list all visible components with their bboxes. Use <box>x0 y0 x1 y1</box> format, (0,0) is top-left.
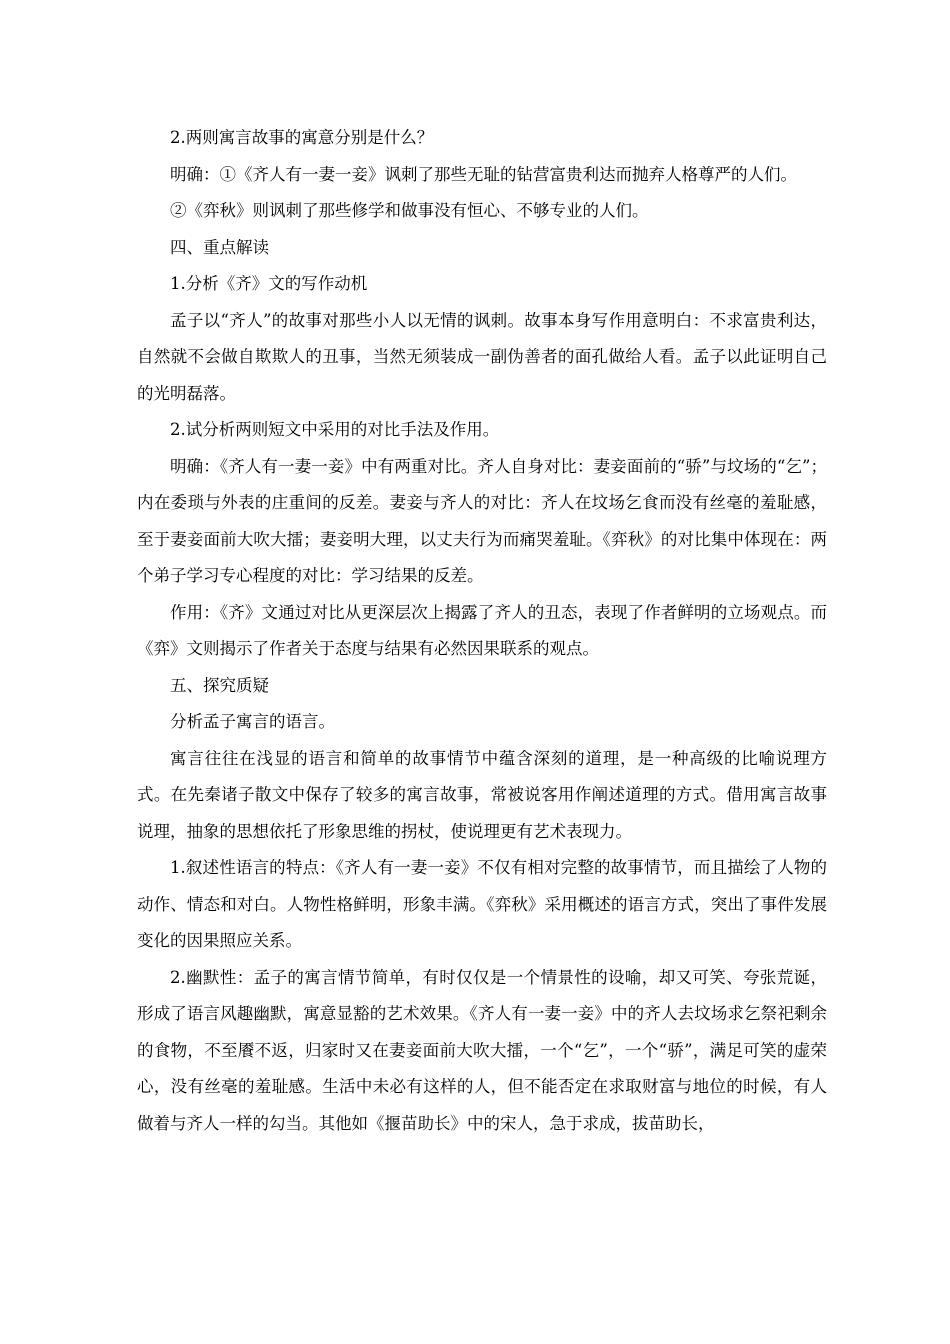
section-4-item-1-body: 孟子以“齐人”的故事对那些小人以无情的讽刺。故事本身写作用意明白：不求富贵利达，自然就不会做自欺欺人的丑事，当然无须装成一副伪善者的面孔做给人看。孟子以此证明自己的光明磊落。 <box>137 310 827 403</box>
document-body <box>137 120 827 1142</box>
section-4-item-2-effect: 作用：《齐》文通过对比从更深层次上揭露了齐人的丑态，表现了作者鲜明的立场观点。而《弈》文则揭示了作者关于态度与结果有必然因果联系的观点。 <box>137 602 827 658</box>
section-4-item-1-title: 1.分析《齐》文的写作动机 <box>170 274 368 293</box>
section-5-point-2: 2.幽默性：孟子的寓言情节简单，有时仅仅是一个情景性的设喻，却又可笑、夸张荒诞，形成了语言风趣幽默，寓意显豁的艺术效果。《齐人有一妻一妾》中的齐人去坟场求乞祭祀剩余的食物，不至餍不返，归家时又在妻妾面前大吹大擂，一个“乞”，一个“骄”，满足可笑的虚荣心，没有丝毫的羞耻感。生活中未必有这样的人，但不能否定在求取财富与地位的时候，有人做着与齐人一样的勾当。其他如《揠苗助长》中的宋人，急于求成，拔苗助长， <box>137 967 827 1133</box>
section-4-title: 四、重点解读 <box>170 237 269 257</box>
section-5-subtitle: 分析孟子寓言的语言。 <box>170 712 335 731</box>
section-4-item-2-title: 2.试分析两则短文中采用的对比手法及作用。 <box>170 420 500 439</box>
section-5-point-1: 1.叙述性语言的特点：《齐人有一妻一妾》不仅有相对完整的故事情节，而且描绘了人物的动作、情态和对白。人物性格鲜明，形象丰满。《弈秋》采用概述的语言方式，突出了事件发展变化的因果照应关系。 <box>137 858 827 950</box>
section-4-item-2-answer: 明确：《齐人有一妻一妾》中有两重对比。齐人自身对比：妻妾面前的“骄”与坟场的“乞”；内在委琐与外表的庄重间的反差。妻妾与齐人的对比：齐人在坟场乞食而没有丝毫的羞耻感，至于妻妾面前大吹大擂；妻妾明大理，以丈夫行为而痛哭羞耻。《弈秋》的对比集中体现在：两个弟子学习专心程度的对比：学习结果的反差。 <box>137 456 827 585</box>
section-5-intro: 寓言往往在浅显的语言和简单的故事情节中蕴含深刻的道理，是一种高级的比喻说理方式。在先秦诸子散文中保存了较多的寓言故事，常被说客用作阐述道理的方式。借用寓言故事说理，抽象的思想依托了形象思维的拐杖，使说理更有艺术表现力。 <box>137 748 827 841</box>
question-2-answer-1: 明确：①《齐人有一妻一妾》讽刺了那些无耻的钻营富贵利达而抛弃人格尊严的人们。 <box>170 164 797 184</box>
question-2-title: 2.两则寓言故事的寓意分别是什么？ <box>170 128 434 147</box>
section-5-title: 五、探究质疑 <box>170 675 269 695</box>
question-2-answer-2: ②《弈秋》则讽刺了那些修学和做事没有恒心、不够专业的人们。 <box>170 201 649 220</box>
